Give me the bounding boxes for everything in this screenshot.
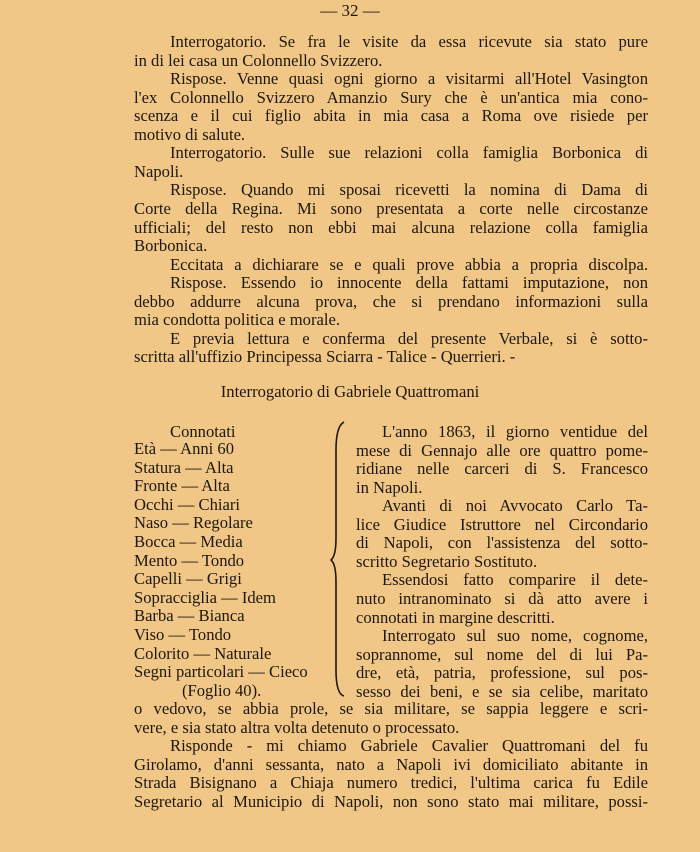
- text-line: in di lei casa un Colonnello Svizzero.: [134, 50, 383, 70]
- connotati-row: [134, 514, 330, 533]
- text-line: Borbonica.: [134, 236, 208, 256]
- right-column-line: di Napoli, con l'assistenza del sotto-: [356, 533, 648, 553]
- connotati-title: Connotati: [170, 422, 236, 441]
- text-line: Corte della Regina. Mi sono presentata a corte nelle circostanze: [134, 198, 648, 218]
- connotati-row-text: Età — Anni 60: [134, 439, 235, 458]
- connotati-row-text: Naso — Regolare: [134, 513, 253, 533]
- text-line: scritta all'uffizio Principessa Sciarra - Talice - Querrieri. -: [134, 347, 516, 367]
- right-column-line: L'anno 1863, il giorno ventidue del: [382, 422, 648, 441]
- connotati-row-text: Capelli — Grigi: [134, 569, 242, 589]
- right-column-line: sesso dei beni, e se sia celibe, maritato: [356, 681, 648, 701]
- section-heading: Interrogatorio di Gabriele Quattromani: [220, 382, 480, 401]
- text-line: Napoli.: [134, 161, 184, 181]
- connotati-row: [134, 589, 330, 608]
- text-line: Eccitata a dichiarare se e quali prove abbia a propria discolpa.: [170, 254, 648, 274]
- text-line: Interrogatorio. Sulle sue relazioni colla famiglia Borbonica di: [170, 143, 648, 163]
- text-line: scenza e il cui figlio abita in mia casa a Roma ove risiede per: [134, 106, 648, 126]
- connotati-row-text: Colorito — Naturale: [134, 643, 272, 663]
- right-column-line: Interrogato sul suo nome, cognome,: [382, 626, 648, 646]
- right-column-line: mese di Gennajo alle ore quattro pome-: [356, 440, 648, 460]
- text-line: Risponde - mi chiamo Gabriele Cavalier Quattromani del fu: [170, 736, 648, 756]
- connotati-row: [134, 533, 330, 552]
- connotati-row-text: Bocca — Media: [134, 531, 243, 551]
- right-column-line: Avanti di noi Avvocato Carlo Ta-: [382, 496, 648, 516]
- right-column-line: dre, età, patria, professione, sul pos-: [356, 663, 648, 683]
- connotati-row-text: Barba — Bianca: [134, 606, 245, 626]
- right-column-line: Essendosi fatto comparire il dete-: [382, 570, 648, 590]
- text-line: Girolamo, d'anni sessanta, nato a Napoli ivi domiciliato abitante in: [134, 754, 648, 774]
- text-line: ufficiali; del resto non ebbi mai alcuna relazione colla famiglia: [134, 217, 648, 237]
- connotati-row: [134, 570, 330, 589]
- right-column-line: in Napoli.: [356, 477, 423, 497]
- text-line: Strada Bisignano a Chiaja numero tredici, l'ultima carica fu Edile: [134, 773, 648, 793]
- right-column-line: soprannome, sul nome del di lui Pa-: [356, 644, 648, 664]
- text-line: l'ex Colonnello Svizzero Amanzio Sury che è un'antica mia cono-: [134, 87, 648, 107]
- text-line: vere, e sia stato altra volta detenuto o processato.: [134, 717, 460, 737]
- connotati-row: [134, 459, 330, 478]
- connotati-row: [134, 440, 330, 459]
- connotati-row: [134, 663, 330, 682]
- connotati-row-text: Occhi — Chiari: [134, 494, 240, 514]
- connotati-row: [134, 626, 330, 645]
- brace-divider: [330, 420, 352, 698]
- connotati-row-text: Statura — Alta: [134, 457, 234, 477]
- text-line: Interrogatorio. Se fra le visite da essa ricevute sia stato pure: [170, 32, 648, 51]
- text-line: E previa lettura e conferma del presente Verbale, si è sotto-: [170, 328, 648, 348]
- connotati-row: [134, 682, 330, 701]
- connotati-row: [134, 607, 330, 626]
- text-line: o vedovo, se abbia prole, se sia militare, se sappia leggere e scri-: [134, 699, 648, 718]
- page-number: — 32 —: [320, 1, 380, 20]
- text-line: Segretario al Municipio di Napoli, non sono stato mai militare, possi-: [134, 791, 648, 811]
- connotati-row-text: Mento — Tondo: [134, 550, 245, 570]
- connotati-row: [134, 496, 330, 515]
- connotati-row-text: Fronte — Alta: [134, 476, 230, 496]
- text-line: Rispose. Essendo io innocente della fattami imputazione, non: [170, 273, 648, 293]
- connotati-row: [134, 645, 330, 664]
- connotati-row-text: (Foglio 40).: [182, 680, 262, 700]
- connotati-row: [134, 477, 330, 496]
- text-line: Rispose. Quando mi sposai ricevetti la nomina di Dama di: [170, 180, 648, 200]
- text-line: motivo di salute.: [134, 124, 246, 144]
- text-line: mia condotta politica e morale.: [134, 310, 340, 330]
- right-column-line: ridiane nelle carceri di S. Francesco: [356, 459, 648, 479]
- connotati-row: [134, 552, 330, 571]
- right-column-line: lice Giudice Istruttore nel Circondario: [356, 514, 648, 534]
- connotati-row-text: Viso — Tondo: [134, 624, 232, 644]
- right-column-line: scritto Segretario Sostituto.: [356, 551, 538, 571]
- connotati-list: [134, 440, 330, 700]
- text-line: debbo addurre alcuna prova, che si prendano informazioni sulla: [134, 291, 648, 311]
- connotati-row-text: Segni particolari — Cieco: [134, 662, 308, 682]
- right-column-line: nuto intranominato si dà atto avere i: [356, 588, 648, 608]
- connotati-row-text: Sopracciglia — Idem: [134, 587, 276, 607]
- right-column-line: connotati in margine descritti.: [356, 607, 555, 627]
- text-line: Rispose. Venne quasi ogni giorno a visitarmi all'Hotel Vasington: [170, 69, 648, 89]
